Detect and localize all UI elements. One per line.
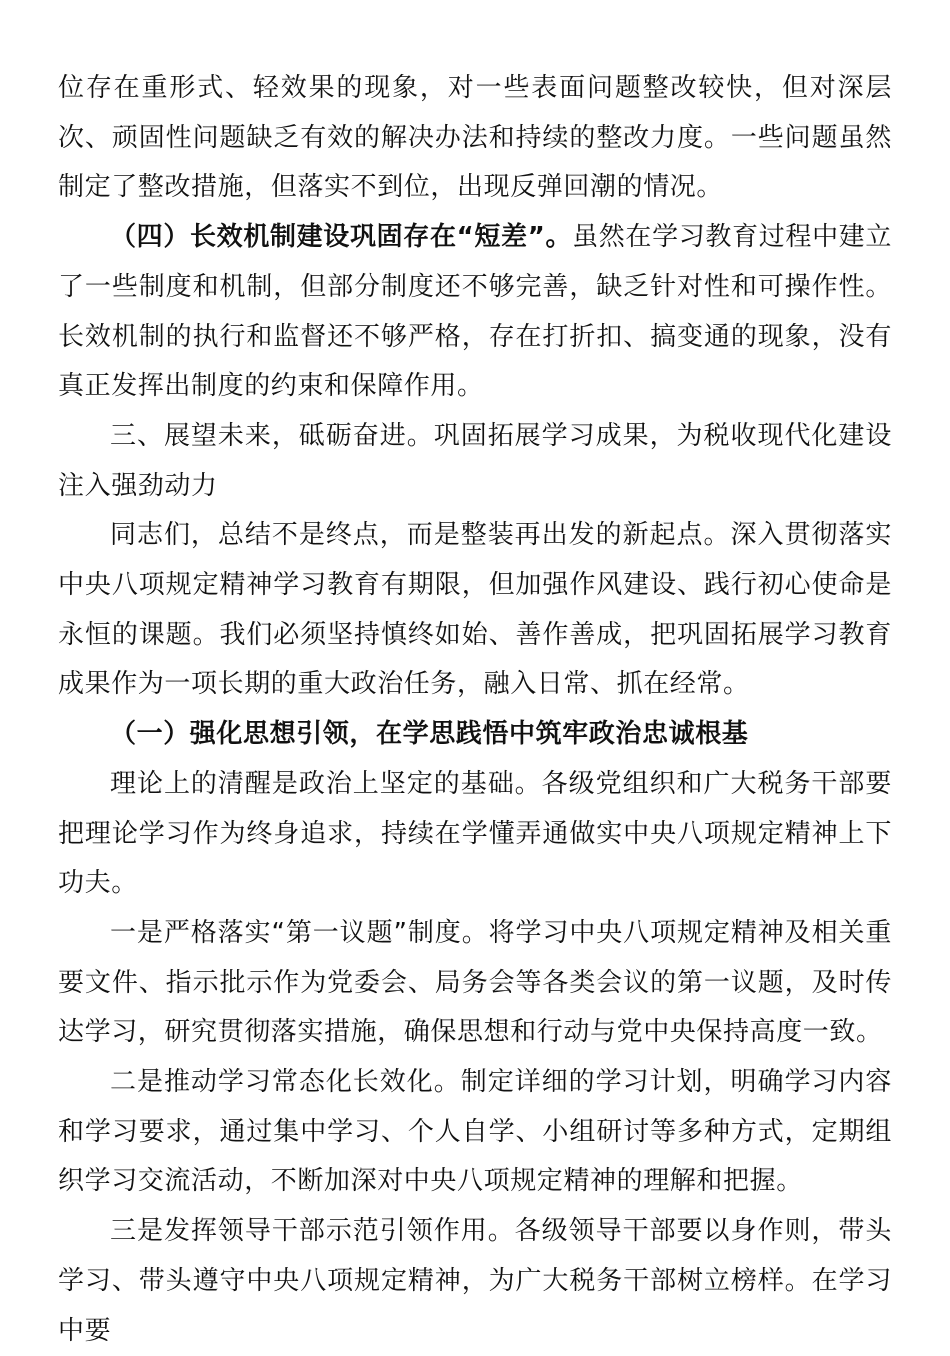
paragraph-intro: 同志们，总结不是终点，而是整装再出发的新起点。深入贯彻落实中央八项规定精神学习教育有期限，但加强作风建设、践行初心使命是永恒的课题。我们必须坚持慎终如始、善作善成，把巩固拓展学习教育成果作为一项长期的重大政治任务，融入日常、抓在经常。 xyxy=(58,520,892,700)
paragraph-point-three: 三是发挥领导干部示范引领作用。各级领导干部要以身作则，带头学习、带头遵守中央八项规定精神，为广大税务干部树立榜样。在学习中要 xyxy=(58,1216,892,1346)
subsection-one-heading: （一）强化思想引领，在学思践悟中筑牢政治忠诚根基 xyxy=(110,719,749,750)
paragraph-theory: 理论上的清醒是政治上坚定的基础。各级党组织和广大税务干部要把理论学习作为终身追求，持续在学懂弄通做实中央八项规定精神上下功夫。 xyxy=(58,768,892,899)
paragraph-point-one: 一是严格落实“第一议题”制度。将学习中央八项规定精神及相关重要文件、指示批示作为党委会、局务会等各类会议的第一议题，及时传达学习，研究贯彻落实措施，确保思想和行动与党中央保持高度一致。 xyxy=(58,917,892,1048)
chapter-three-heading: 三、展望未来，砥砺奋进。巩固拓展学习成果，为税收现代化建设注入强劲动力 xyxy=(58,420,892,501)
paragraph-section-four xyxy=(58,213,892,412)
paragraph-point-two: 二是推动学习常态化长效化。制定详细的学习计划，明确学习内容和学习要求，通过集中学习、个人自学、小组研讨等多种方式，定期组织学习交流活动，不断加深对中央八项规定精神的理解和把握。 xyxy=(58,1067,892,1197)
paragraph-continuation: 位存在重形式、轻效果的现象，对一些表面问题整改较快，但对深层次、顽固性问题缺乏有效的解决办法和持续的整改力度。一些问题虽然制定了整改措施，但落实不到位，出现反弹回潮的情况。 xyxy=(58,73,892,203)
section-four-heading: （四）长效机制建设巩固存在“短差”。 xyxy=(110,222,573,253)
document-body xyxy=(58,64,892,1356)
section-four-body: 虽然在学习教育过程中建立了一些制度和机制，但部分制度还不够完善，缺乏针对性和可操作性。长效机制的执行和监督还不够严格，存在打折扣、搞变通的现象，没有真正发挥出制度的约束和保障作用。 xyxy=(58,222,892,402)
